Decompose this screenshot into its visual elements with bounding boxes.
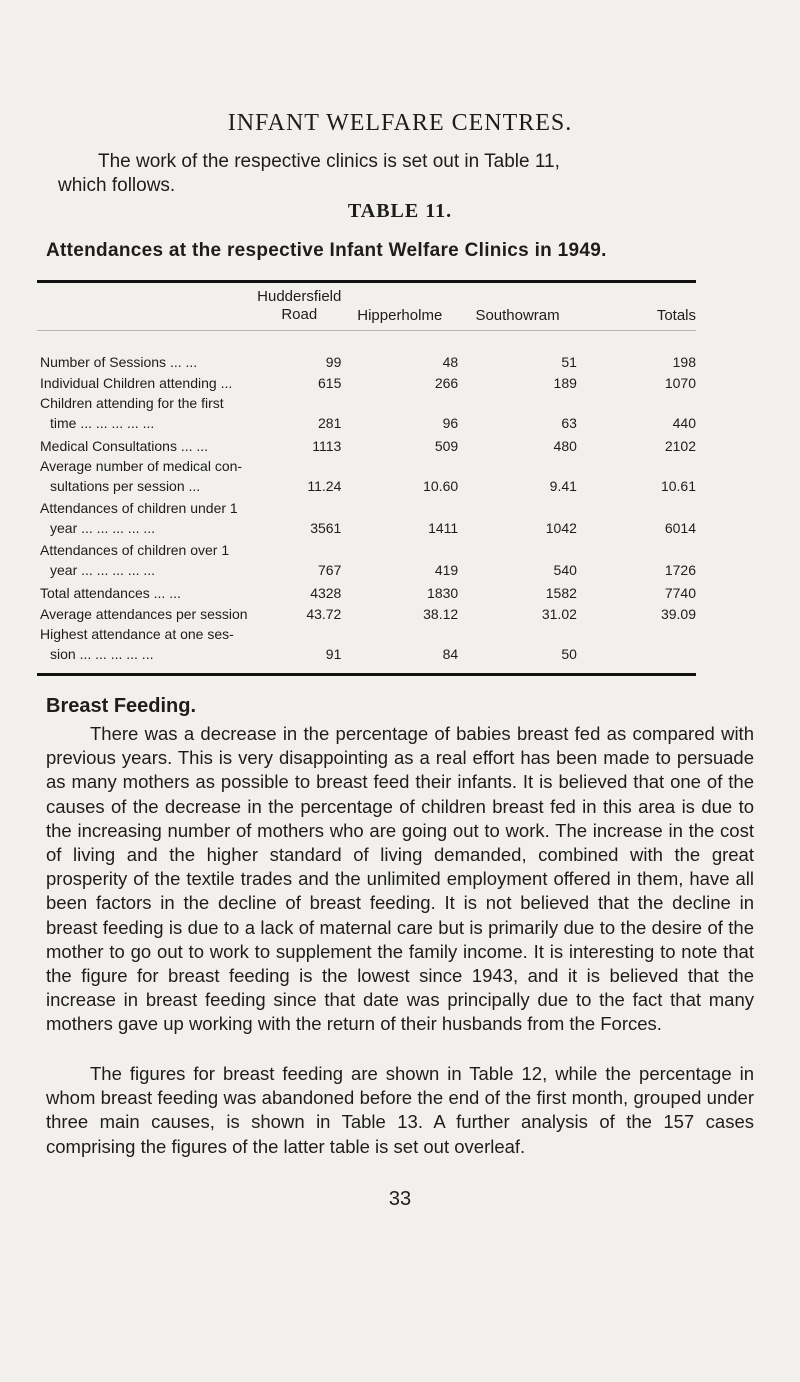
table-label: TABLE 11. (347, 200, 453, 222)
header-huddersfield-line1: Huddersfield (257, 288, 342, 305)
cell-hipperholme: 38.12 (423, 606, 459, 622)
breast-feeding-paragraph-1: There was a decrease in the percentage of babies breast fed as compared with previous years. This is very disappointing as a real effort has been made to persuade as many mothers as possible to breast feed their infants. It is believed that one of the causes of the decrease in the percentage of children breast fed in this area is due to the increasing number of mothers who are going out to work. The increase in the cost of living and the higher standard of living demanded, combined with the great prosperity of the textile trades and the unlimited employment offered in them, have all been factors in the decline of breast feeding. It is not believed that the decline in breast feeding is due to a lack of maternal care but is primarily due to the desire of the mother to go out to work to supplement the family income. It is interesting to note that the figure for breast feeding is the lowest since 1943, and it is believed that the increase in breast feeding since that date was principally due to the fact that many mothers gave up working with the return of their husbands from the Forces. (46, 723, 754, 1035)
attendance-table (37, 288, 696, 664)
cell-total: 1726 (664, 562, 696, 578)
page-number: 33 (388, 1188, 412, 1210)
cell-total: 440 (672, 415, 696, 431)
cell-southowram: 63 (561, 415, 577, 431)
intro-line-2: which follows. (58, 175, 176, 196)
cell-southowram: 9.41 (549, 478, 577, 494)
cell-hipperholme: 48 (442, 354, 459, 370)
cell-total: 7740 (664, 585, 696, 601)
cell-total: 10.61 (660, 478, 696, 494)
cell-huddersfield: 1113 (312, 438, 342, 454)
cell-hipperholme: 266 (434, 375, 459, 391)
breast-feeding-paragraph-2: The figures for breast feeding are shown in Table 12, while the percentage in whom breast feeding was abandoned before the end of the first month, grouped under three main causes, is shown in Table 13. A further analysis of the 157 cases comprising the figures of the latter table is set out overleaf. (46, 1063, 754, 1157)
cell-huddersfield: 615 (318, 375, 342, 391)
cell-southowram: 480 (553, 438, 577, 454)
cell-hipperholme: 96 (442, 415, 459, 431)
cell-southowram: 540 (553, 562, 577, 578)
row-label: Average attendances per session (40, 606, 248, 622)
cell-hipperholme: 10.60 (423, 478, 459, 494)
cell-hipperholme: 509 (434, 438, 459, 454)
cell-total: 1070 (664, 375, 696, 391)
table-row (37, 391, 696, 433)
table-bottom-rule (37, 673, 696, 676)
header-southowram: Southowram (458, 288, 577, 331)
cell-total (577, 622, 696, 664)
cell-southowram: 50 (561, 646, 577, 662)
row-label: Children attending for the first time ... ... ... ... ... (40, 395, 224, 431)
header-hipperholme: Hipperholme (341, 288, 458, 331)
cell-huddersfield: 767 (318, 562, 342, 578)
header-huddersfield-road (257, 288, 341, 331)
table-row (37, 601, 696, 622)
header-totals: Totals (577, 288, 696, 331)
intro-paragraph (58, 150, 738, 198)
table-row (37, 433, 696, 454)
cell-total: 2102 (664, 438, 696, 454)
cell-huddersfield: 4328 (310, 585, 342, 601)
cell-hipperholme: 1411 (428, 520, 459, 536)
table-row (37, 538, 696, 580)
row-label: Total attendances ... ... (40, 585, 181, 601)
table-row (37, 622, 696, 664)
cell-huddersfield: 3561 (310, 520, 342, 536)
cell-total: 6014 (664, 520, 696, 536)
table-row (37, 331, 696, 371)
table-caption: Attendances at the respective Infant Welfare Clinics in 1949. (46, 240, 607, 261)
header-huddersfield-line2: Road (281, 306, 318, 323)
cell-total: 198 (672, 354, 696, 370)
row-label: Number of Sessions ... ... (40, 354, 198, 370)
header-blank (37, 288, 257, 331)
cell-hipperholme: 419 (434, 562, 459, 578)
row-label: Average number of medical con- sultations per session ... (40, 458, 243, 494)
row-label: Attendances of children over 1 year ... ... ... ... ... (40, 542, 230, 578)
intro-line-1: The work of the respective clinics is set out in Table 11, (98, 151, 560, 172)
table-row (37, 580, 696, 601)
table-row (37, 370, 696, 391)
cell-southowram: 189 (553, 375, 577, 391)
row-label: Individual Children attending ... (40, 375, 233, 391)
cell-southowram: 51 (561, 354, 577, 370)
row-label: Attendances of children under 1 year ... ... ... ... ... (40, 500, 238, 536)
page-title: INFANT WELFARE CENTRES. (227, 110, 573, 136)
cell-huddersfield: 281 (318, 415, 342, 431)
cell-southowram: 1042 (545, 520, 577, 536)
cell-total: 39.09 (660, 606, 696, 622)
table-top-rule (37, 280, 696, 283)
table-row (37, 454, 696, 496)
cell-huddersfield: 99 (325, 354, 342, 370)
cell-huddersfield: 43.72 (306, 606, 342, 622)
cell-huddersfield: 11.24 (307, 478, 342, 494)
table-row (37, 496, 696, 538)
row-label: Highest attendance at one ses- sion ... ... ... ... ... (40, 626, 234, 662)
cell-hipperholme: 84 (442, 646, 459, 662)
row-label: Medical Consultations ... ... (40, 438, 209, 454)
cell-southowram: 1582 (545, 585, 577, 601)
cell-hipperholme: 1830 (427, 585, 459, 601)
table-header-row (37, 288, 696, 331)
cell-huddersfield: 91 (325, 646, 342, 662)
cell-southowram: 31.02 (541, 606, 577, 622)
breast-feeding-heading: Breast Feeding. (46, 695, 197, 717)
